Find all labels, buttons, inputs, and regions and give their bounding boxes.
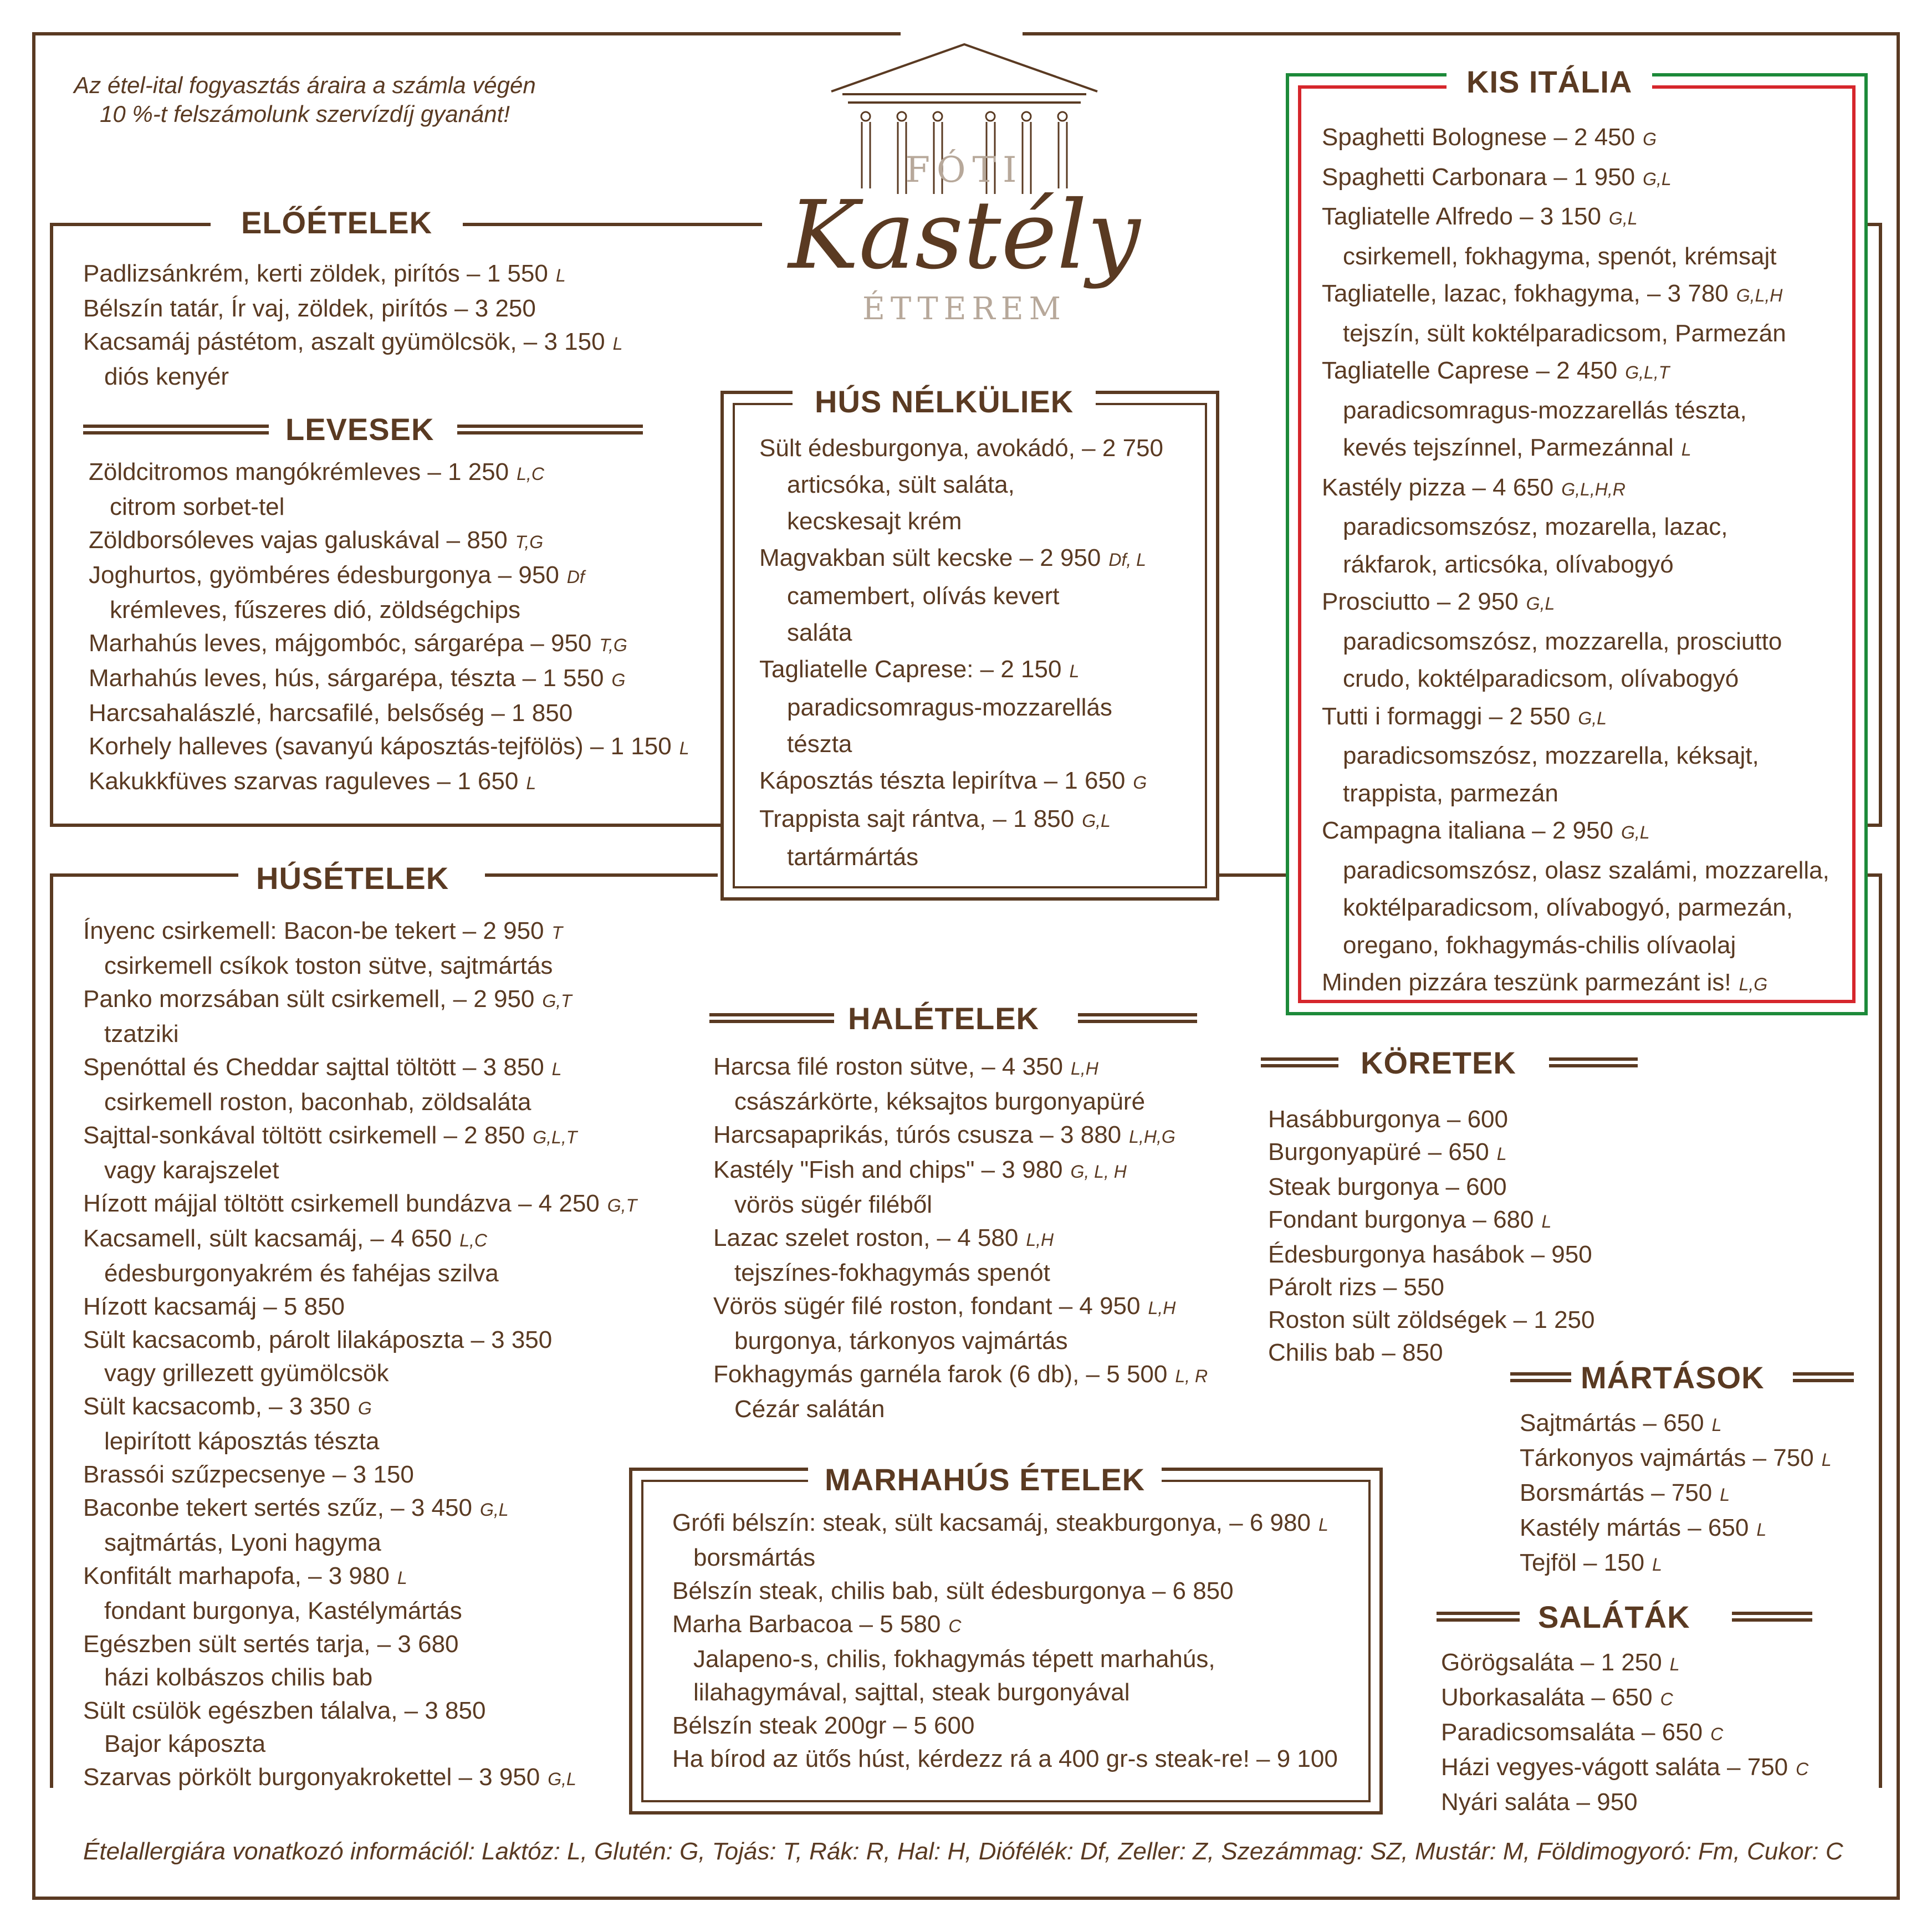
haletelek-list bbox=[713, 1050, 1208, 1426]
menu-item: Sajtmártás – 650 L bbox=[1520, 1409, 1722, 1437]
menu-item: Konfitált marhapofa, – 3 980 L bbox=[83, 1562, 407, 1589]
menu-item-description: tejszín, sült koktélparadicsom, Parmezán bbox=[1343, 319, 1786, 347]
levesek-rule-right bbox=[457, 425, 643, 435]
martasok-rule-left bbox=[1510, 1372, 1571, 1382]
menu-item-description: Cézár salátán bbox=[734, 1396, 885, 1423]
menu-item: Korhely halleves (savanyú káposztás-tejfölös) – 1 150 L bbox=[89, 733, 689, 760]
menu-item: Tagliatelle, lazac, fokhagyma, – 3 780 G,L,H bbox=[1322, 280, 1783, 307]
menu-item: Marhahús leves, hús, sárgarépa, tészta – 1 550 G bbox=[89, 665, 626, 692]
kisitalia-title: KIS ITÁLIA bbox=[1447, 65, 1652, 99]
martasok-rule-right bbox=[1793, 1372, 1854, 1382]
menu-item: Sült kacsacomb, – 3 350 G bbox=[83, 1393, 372, 1420]
eloetelek-left-line bbox=[50, 223, 53, 827]
menu-item: Zöldborsóleves vajas galuskával – 850 T,G bbox=[89, 527, 544, 554]
menu-item-description: házi kolbászos chilis bab bbox=[104, 1664, 373, 1691]
salatak-rule-right bbox=[1732, 1612, 1812, 1622]
menu-item: Zöldcitromos mangókrémleves – 1 250 L,C bbox=[89, 458, 544, 485]
koretek-rule-left bbox=[1261, 1057, 1338, 1067]
levesek-title: LEVESEK bbox=[285, 412, 435, 447]
menu-item: Kakukkfüves szarvas raguleves – 1 650 L bbox=[89, 768, 536, 795]
menu-item-description: citrom sorbet-tel bbox=[110, 493, 285, 520]
menu-item-description: crudo, koktélparadicsom, olívabogyó bbox=[1343, 665, 1739, 692]
menu-item: Lazac szelet roston, – 4 580 L,H bbox=[713, 1224, 1054, 1251]
haletelek-rule-right bbox=[1078, 1013, 1197, 1023]
restaurant-logo bbox=[765, 39, 1164, 349]
menu-item: Sült édesburgonya, avokádó, – 2 750 bbox=[759, 435, 1163, 462]
menu-item-description: vagy karajszelet bbox=[104, 1157, 279, 1184]
menu-item: Minden pizzára teszünk parmezánt is! L,G bbox=[1322, 969, 1768, 996]
haletelek-rule-left bbox=[709, 1013, 834, 1023]
menu-item-description: paradicsomszósz, mozarella, lazac, bbox=[1343, 513, 1728, 540]
right-bottom-bracket bbox=[1879, 873, 1882, 1788]
menu-item: Tutti i formaggi – 2 550 G,L bbox=[1322, 702, 1607, 730]
husetelek-list bbox=[83, 914, 637, 1796]
salatak-list bbox=[1441, 1646, 1808, 1819]
menu-item: Uborkasaláta – 650 C bbox=[1441, 1684, 1673, 1711]
allergen-footer: Ételallergiára vonatkozó információl: Laktóz: L, Glutén: G, Tojás: T, Rák: R, Hal: H, Diófélék: Df, Zeller: Z, Szezámmag: SZ, Mustár: M, Földimogyoró: Fm, Cukor: C bbox=[83, 1838, 1843, 1865]
menu-item: Burgonyapüré – 650 L bbox=[1268, 1138, 1507, 1166]
menu-item-description: paradicsomragus-mozzarellás bbox=[787, 694, 1112, 721]
menu-item-description: sajtmártás, Lyoni hagyma bbox=[104, 1529, 381, 1556]
menu-item: Tagliatelle Caprese – 2 450 G,L,T bbox=[1322, 357, 1670, 384]
husetelek-title: HÚSÉTELEK bbox=[256, 861, 449, 896]
menu-item: Baconbe tekert sertés szűz, – 3 450 G,L bbox=[83, 1494, 509, 1521]
menu-item: Panko morzsában sült csirkemell, – 2 950 G,T bbox=[83, 985, 572, 1013]
menu-item: Roston sült zöldségek – 1 250 bbox=[1268, 1306, 1595, 1333]
menu-item-description: császárkörte, kéksajtos burgonyapüré bbox=[734, 1088, 1146, 1115]
menu-item: Hízott kacsamáj – 5 850 bbox=[83, 1293, 345, 1320]
salatak-rule-left bbox=[1437, 1612, 1520, 1622]
menu-item: Spaghetti Carbonara – 1 950 G,L bbox=[1322, 163, 1672, 191]
logo-foti: FÓTI bbox=[905, 150, 1024, 191]
menu-item-description: burgonya, tárkonyos vajmártás bbox=[734, 1327, 1068, 1355]
menu-item: Fokhagymás garnéla farok (6 db), – 5 500 L, R bbox=[713, 1361, 1208, 1388]
menu-item-description: paradicsomragus-mozzarellás tészta, bbox=[1343, 396, 1747, 424]
menu-item: Egészben sült sertés tarja, – 3 680 bbox=[83, 1631, 459, 1658]
frame-gap bbox=[901, 28, 1023, 39]
menu-item-description: paradicsomszósz, mozzarella, kéksajt, bbox=[1343, 742, 1759, 769]
menu-item: Sajttal-sonkával töltött csirkemell – 2 850 G,L,T bbox=[83, 1122, 577, 1149]
menu-item: Spaghetti Bolognese – 2 450 G bbox=[1322, 124, 1657, 151]
menu-item: Ha bírod az ütős húst, kérdezz rá a 400 gr-s steak-re! – 9 100 bbox=[672, 1745, 1338, 1772]
menu-item: Kastély mártás – 650 L bbox=[1520, 1514, 1767, 1541]
martasok-title: MÁRTÁSOK bbox=[1581, 1360, 1765, 1395]
menu-item: Paradicsomsaláta – 650 C bbox=[1441, 1719, 1724, 1746]
menu-item: Sült kacsacomb, párolt lilakáposzta – 3 350 bbox=[83, 1326, 553, 1353]
menu-item: Marha Barbacoa – 5 580 C bbox=[672, 1611, 962, 1638]
menu-item-description: tészta bbox=[787, 730, 852, 758]
husetelek-top-line-right bbox=[485, 873, 718, 877]
menu-item-description: vörös sügér filéből bbox=[734, 1191, 933, 1218]
eloetelek-top-line bbox=[50, 223, 211, 226]
menu-item: Sült csülök egészben tálalva, – 3 850 bbox=[83, 1697, 486, 1724]
menu-item-description: camembert, olívás kevert bbox=[787, 582, 1060, 610]
menu-item: Fondant burgonya – 680 L bbox=[1268, 1206, 1552, 1233]
menu-item-description: vagy grillezett gyümölcsök bbox=[104, 1359, 389, 1387]
marhahus-title: MARHAHÚS ÉTELEK bbox=[808, 1463, 1162, 1496]
menu-item-description: rákfarok, articsóka, olívabogyó bbox=[1343, 550, 1674, 578]
menu-item-description: csirkemell, fokhagyma, spenót, krémsajt bbox=[1343, 242, 1777, 270]
levesek-list bbox=[89, 456, 689, 800]
menu-item: Tárkonyos vajmártás – 750 L bbox=[1520, 1444, 1832, 1471]
salatak-title: SALÁTÁK bbox=[1538, 1599, 1690, 1634]
menu-item: Bélszín steak, chilis bab, sült édesburgonya – 6 850 bbox=[672, 1577, 1234, 1604]
menu-item-description: koktélparadicsom, olívabogyó, parmezán, bbox=[1343, 894, 1793, 921]
menu-item: Harcsahalászlé, harcsafilé, belsőség – 1 850 bbox=[89, 699, 573, 727]
menu-item-description: paradicsomszósz, mozzarella, prosciutto bbox=[1343, 627, 1782, 655]
menu-item-description: fondant burgonya, Kastélymártás bbox=[104, 1597, 462, 1624]
menu-item: Joghurtos, gyömbéres édesburgonya – 950 Df bbox=[89, 561, 585, 589]
husetelek-top-line bbox=[50, 873, 238, 877]
menu-item: Vörös sügér filé roston, fondant – 4 950 L,H bbox=[713, 1292, 1176, 1320]
koretek-title: KÖRETEK bbox=[1361, 1045, 1516, 1080]
menu-item: Bélszín steak 200gr – 5 600 bbox=[672, 1712, 975, 1739]
logo-kastely: Kastély bbox=[788, 181, 1141, 290]
menu-item: Chilis bab – 850 bbox=[1268, 1339, 1443, 1366]
menu-item-description: borsmártás bbox=[693, 1544, 816, 1571]
menu-item: Campagna italiana – 2 950 G,L bbox=[1322, 817, 1650, 844]
menu-item: Steak burgonya – 600 bbox=[1268, 1173, 1507, 1200]
menu-item: Görögsaláta – 1 250 L bbox=[1441, 1649, 1680, 1676]
koretek-list bbox=[1268, 1103, 1595, 1369]
menu-item: Szarvas pörkölt burgonyakrokettel – 3 950 G,L bbox=[83, 1764, 576, 1791]
menu-item: Trappista sajt rántva, – 1 850 G,L bbox=[759, 805, 1111, 832]
menu-item-description: krémleves, fűszeres dió, zöldségchips bbox=[110, 596, 520, 623]
menu-item-description: kevés tejszínnel, Parmezánnal L bbox=[1343, 434, 1691, 461]
menu-item-description: lepirított káposztás tészta bbox=[104, 1428, 380, 1455]
menu-item: Házi vegyes-vágott saláta – 750 C bbox=[1441, 1754, 1809, 1781]
eloetelek-top-line-right bbox=[463, 223, 762, 226]
husetelek-left-line bbox=[50, 873, 53, 1788]
haletelek-title: HALÉTELEK bbox=[848, 1001, 1039, 1036]
menu-item: Kastély pizza – 4 650 G,L,H,R bbox=[1322, 473, 1626, 501]
menu-item: Grófi bélszín: steak, sült kacsamáj, steakburgonya, – 6 980 L bbox=[672, 1509, 1328, 1536]
menu-item-description: tzatziki bbox=[104, 1020, 179, 1047]
menu-item: Párolt rizs – 550 bbox=[1268, 1274, 1444, 1301]
menu-item: Spenóttal és Cheddar sajttal töltött – 3 850 L bbox=[83, 1054, 562, 1081]
menu-item: Magvakban sült kecske – 2 950 Df, L bbox=[759, 544, 1146, 571]
menu-item: Tagliatelle Alfredo – 3 150 G,L bbox=[1322, 203, 1638, 230]
menu-item: Tejföl – 150 L bbox=[1520, 1549, 1662, 1576]
levesek-rule-left bbox=[83, 425, 269, 435]
menu-item: Brassói szűzpecsenye – 3 150 bbox=[83, 1461, 414, 1488]
martasok-list bbox=[1520, 1407, 1831, 1581]
kisitalia-list bbox=[1322, 119, 1829, 1004]
menu-item-description: tartármártás bbox=[787, 844, 919, 871]
menu-item-description: diós kenyér bbox=[104, 363, 229, 390]
menu-item-description: paradicsomszósz, olasz szalámi, mozzarella, bbox=[1343, 856, 1829, 884]
menu-item-description: lilahagymával, sajttal, steak burgonyával bbox=[693, 1679, 1130, 1706]
menu-item: Káposztás tészta lepirítva – 1 650 G bbox=[759, 767, 1147, 794]
menu-item-description: kecskesajt krém bbox=[787, 508, 962, 535]
menu-item: Kacsamell, sült kacsamáj, – 4 650 L,C bbox=[83, 1225, 487, 1252]
menu-item: Tagliatelle Caprese: – 2 150 L bbox=[759, 656, 1080, 683]
menu-item: Kastély "Fish and chips" – 3 980 G, L, H bbox=[713, 1156, 1127, 1183]
menu-item: Hízott májjal töltött csirkemell bundázva – 4 250 G,T bbox=[83, 1190, 637, 1217]
menu-item-description: articsóka, sült saláta, bbox=[787, 471, 1015, 498]
menu-item-description: Bajor káposzta bbox=[104, 1730, 266, 1757]
menu-item: Ínyenc csirkemell: Bacon-be tekert – 2 950 T bbox=[83, 917, 563, 944]
eloetelek-bottom-line bbox=[50, 824, 720, 827]
menu-item: Hasábburgonya – 600 bbox=[1268, 1106, 1508, 1133]
menu-item-description: Jalapeno-s, chilis, fokhagymás tépett marhahús, bbox=[693, 1645, 1215, 1673]
menu-item-description: oregano, fokhagymás-chilis olívaolaj bbox=[1343, 931, 1736, 959]
koretek-rule-right bbox=[1549, 1057, 1638, 1067]
service-note-line: 10 %-t felszámolunk szervízdíj gyanánt! bbox=[99, 101, 510, 127]
menu-item: Kacsamáj pástétom, aszalt gyümölcsök, – 3 150 L bbox=[83, 328, 623, 355]
right-bracket-line bbox=[1879, 223, 1882, 827]
service-note bbox=[55, 71, 554, 129]
husnelkuliek-list bbox=[759, 430, 1163, 876]
menu-item: Marhahús leves, májgombóc, sárgarépa – 950 T,G bbox=[89, 630, 627, 657]
menu-item: Édesburgonya hasábok – 950 bbox=[1268, 1241, 1592, 1268]
menu-item: Harcsapaprikás, túrós csusza – 3 880 L,H,G bbox=[713, 1121, 1175, 1148]
menu-item-description: csirkemell roston, baconhab, zöldsaláta bbox=[104, 1088, 531, 1116]
menu-item: Harcsa filé roston sütve, – 4 350 L,H bbox=[713, 1053, 1098, 1080]
menu-item: Prosciutto – 2 950 G,L bbox=[1322, 588, 1555, 615]
menu-item-description: tejszínes-fokhagymás spenót bbox=[734, 1259, 1050, 1286]
menu-item: Borsmártás – 750 L bbox=[1520, 1479, 1730, 1506]
menu-item-description: csirkemell csíkok toston sütve, sajtmártás bbox=[104, 952, 553, 979]
service-note-line: Az étel-ital fogyasztás áraira a számla végén bbox=[74, 72, 536, 98]
menu-item-description: saláta bbox=[787, 619, 852, 646]
menu-item: Padlizsánkrém, kerti zöldek, pirítós – 1 550 L bbox=[83, 260, 566, 287]
menu-item: Nyári saláta – 950 bbox=[1441, 1788, 1638, 1816]
eloetelek-list bbox=[83, 257, 622, 393]
marhahus-list bbox=[672, 1506, 1338, 1776]
menu-item-description: trappista, parmezán bbox=[1343, 779, 1558, 807]
menu-item: Bélszín tatár, Ír vaj, zöldek, pirítós – 3 250 bbox=[83, 295, 536, 322]
middle-top-line bbox=[1219, 873, 1286, 877]
eloetelek-title: ELŐÉTELEK bbox=[241, 205, 433, 240]
logo-etterem: ÉTTEREM bbox=[862, 291, 1066, 327]
menu-item-description: édesburgonyakrém és fahéjas szilva bbox=[104, 1260, 499, 1287]
husnelkuliek-title: HÚS NÉLKÜLIEK bbox=[793, 385, 1096, 418]
